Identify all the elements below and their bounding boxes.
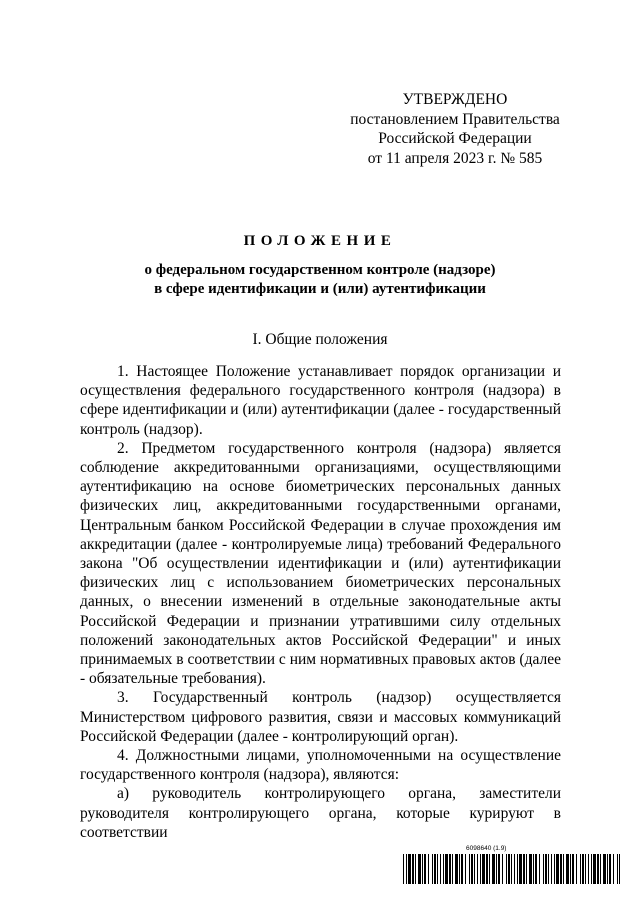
approval-block	[300, 90, 610, 168]
section-heading: I. Общие положения	[252, 331, 388, 348]
barcode-image	[403, 844, 620, 884]
paragraph-3: 3. Государственный контроль (надзор) осуществляется Министерством цифрового развития, связи и массовых коммуникаций Российской Федерации (далее - контролирующий орган).	[80, 689, 561, 745]
subtitle-line-1: о федеральном государственном контроле (надзоре)	[144, 262, 496, 278]
barcode-number: 6098640 (1.9)	[466, 845, 507, 852]
approval-line-1: постановлением Правительства	[350, 110, 560, 128]
approval-line-3: от 11 апреля 2023 г. № 585	[367, 149, 543, 167]
paragraph-5: а) руководитель контролирующего органа, заместители руководителя контролирующего органа, которые курируют в соответствии	[80, 785, 561, 841]
document-title: ПОЛОЖЕНИЕ	[243, 233, 397, 249]
approval-heading: УТВЕРЖДЕНО	[402, 91, 508, 108]
paragraph-2: 2. Предметом государственного контроля (надзора) является соблюдение аккредитованными организациями, осуществляющими аутентификацию на основе биометрических персональных данных физических лиц, аккредитованными государственными органами, Центральным банком Российской Федерации в случае прохождения им аккредитации (далее - контролируемые лица) требований Федерального закона "Об осуществлении идентификации и (или) аутентификации физических лиц с использованием биометрических персональных данных, о внесении изменений в отдельные законодательные акты Российской Федерации и признании утратившими силу отдельных положений законодательных актов Российской Федерации" и иных принимаемых в соответствии с ним нормативных правовых актов (далее - обязательные требования).	[80, 439, 561, 688]
approval-line-2: Российской Федерации	[378, 130, 532, 147]
paragraph-4: 4. Должностными лицами, уполномоченными на осуществление государственного контроля (надзора), являются:	[80, 747, 561, 784]
document-subtitle	[0, 261, 640, 299]
subtitle-line-2: в сфере идентификации и (или) аутентификации	[154, 281, 486, 297]
document-body	[80, 362, 561, 842]
paragraph-1: 1. Настоящее Положение устанавливает порядок организации и осуществления федерального государственного контроля (надзора) в сфере идентификации и (или) аутентификации (далее - государственный контроль (надзор).	[80, 363, 561, 438]
